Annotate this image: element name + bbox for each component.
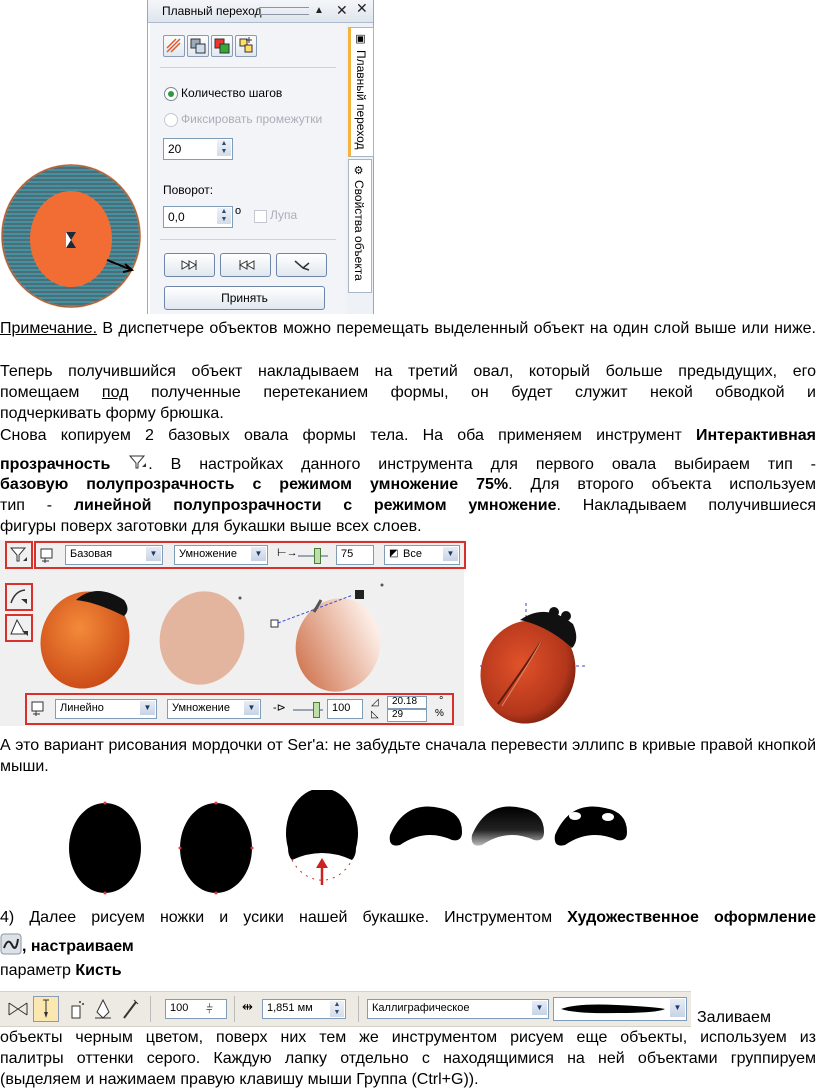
basic-transparency-oval	[158, 586, 248, 686]
para6-line2: палитры оттенки серого. Каждую лапку отдельно с находящимися на ней объектами группируем	[0, 1050, 816, 1067]
tool-name: Интерактивная	[696, 427, 816, 444]
text-span: помещаем	[0, 384, 102, 401]
edge-pad-icon: ◺	[371, 709, 379, 720]
select-value: Все	[403, 548, 422, 560]
brush-mode-button[interactable]	[33, 996, 59, 1022]
slider-thumb[interactable]	[313, 702, 320, 718]
amount-input[interactable]	[327, 699, 363, 719]
select-value: Базовая	[70, 548, 113, 560]
input-value: 100	[332, 702, 351, 714]
tab-blend[interactable]	[348, 27, 374, 157]
merge-mode-select[interactable]	[167, 699, 261, 719]
transparency-tool-icon	[128, 453, 148, 471]
rotation-input[interactable]	[163, 206, 233, 228]
blend-ellipse-illustration	[0, 160, 150, 310]
text-span: . Для второго объекта используем	[508, 476, 816, 493]
transparency-toolbar-linear	[25, 693, 454, 725]
pin-icon[interactable]: ▲	[314, 5, 324, 16]
shape-tool-button[interactable]	[5, 614, 33, 642]
transparency-demo	[0, 540, 464, 726]
para6-tail: Заливаем	[697, 1009, 771, 1026]
divider	[160, 239, 336, 240]
input-value: 20.18	[392, 696, 418, 707]
close-icon-2[interactable]: ✕	[356, 0, 368, 16]
underlined-word: под	[101, 384, 129, 401]
text-span: А это вариант рисования мордочки от Ser'a: не забудьте сначала перевести эллипс в кривые правой кнопкой мыши.	[0, 737, 816, 775]
width-icon: ⇹	[242, 999, 253, 1014]
close-icon[interactable]: ✕	[336, 2, 348, 18]
divider	[150, 996, 151, 1022]
transparency-toolbar-basic	[34, 541, 466, 569]
preset-mode-icon[interactable]	[7, 1000, 29, 1018]
chevron-down-icon: ▼	[140, 701, 155, 715]
pressure-mode-icon[interactable]	[120, 998, 140, 1020]
steps-input[interactable]	[163, 138, 233, 160]
start-object-button[interactable]	[164, 253, 215, 277]
chevron-down-icon: ▼	[244, 701, 259, 715]
target-icon: ◩	[389, 548, 399, 559]
opacity-icon: ⊢→	[277, 547, 298, 559]
transparency-type-select[interactable]	[55, 699, 157, 719]
select-value: Умножение	[179, 548, 237, 560]
artistic-media-icon	[0, 933, 22, 955]
transparency-tool-button[interactable]	[5, 541, 33, 569]
apply-button[interactable]: Принять	[164, 286, 325, 310]
tool-name: прозрачность	[0, 456, 111, 473]
spin-arrows-icon[interactable]: ▲ ▼	[330, 1001, 344, 1017]
note-text: В диспетчере объектов можно перемещать выделенный объект на один слой выше или ниже.	[97, 320, 816, 337]
calligraphic-mode-icon[interactable]	[93, 998, 113, 1020]
select-value: Каллиграфическое	[372, 1002, 470, 1014]
merge-mode-select[interactable]	[174, 545, 268, 565]
input-value: 1,851 мм	[267, 1002, 313, 1014]
angle-icon: ◿	[371, 697, 379, 708]
freehand-tool-button[interactable]	[5, 583, 33, 611]
para3-line1	[0, 425, 816, 446]
head-drawing-steps	[60, 790, 660, 900]
steps-value: 20	[168, 142, 182, 156]
blend-misc-icon[interactable]	[235, 35, 257, 57]
docker-grip[interactable]	[259, 7, 309, 15]
text-span: полученные перетеканием формы, он будет служит некой обводкой и	[128, 384, 816, 401]
tab-blend-label: Плавный переход	[354, 50, 368, 150]
stroke-preview-icon	[557, 1001, 667, 1017]
stroke-shape-select[interactable]	[553, 997, 687, 1021]
tab-props-label: Свойства объекта	[352, 180, 366, 281]
blend-color-icon[interactable]	[211, 35, 233, 57]
percent-unit: %	[435, 708, 444, 719]
rotation-label: Поворот:	[163, 183, 214, 197]
docker-titlebar	[148, 0, 373, 23]
props-icon: ⚙	[352, 164, 364, 177]
edge-pad-input[interactable]	[387, 709, 427, 722]
docker-body	[150, 23, 347, 314]
target-select[interactable]	[384, 545, 460, 565]
midpoint-icon: -⊳	[273, 702, 286, 714]
bug-body-icon	[36, 580, 146, 690]
angle-input[interactable]	[387, 696, 427, 709]
chevron-down-icon: ▼	[146, 547, 161, 561]
rotation-value: 0,0	[168, 210, 185, 224]
transparency-type-select[interactable]	[65, 545, 163, 565]
text-span: 4) Далее рисуем ножки и усики нашей букашке. Инструментом	[0, 909, 568, 926]
radio-steps-label: Количество шагов	[181, 86, 283, 100]
loop-label: Лупа	[270, 208, 298, 222]
spin-arrows-icon[interactable]: ▲ ▼	[217, 208, 231, 224]
input-value: 100	[170, 1002, 189, 1014]
chevron-down-icon: ▼	[532, 1001, 547, 1015]
blend-objects-icon[interactable]	[187, 35, 209, 57]
radio-steps[interactable]	[164, 87, 178, 101]
para3-line3	[0, 474, 816, 495]
end-object-button[interactable]	[220, 253, 271, 277]
para5-line1	[0, 907, 816, 928]
chevron-down-icon: ▼	[251, 547, 266, 561]
text-span: Снова копируем 2 базовых овала формы тела. На оба применяем инструмент	[0, 427, 697, 444]
docker-title: Плавный переход	[162, 4, 262, 18]
tool-name: Художественное оформление	[567, 909, 816, 926]
text-span: параметр	[0, 962, 76, 979]
text-span: . Накладываем получившиеся	[556, 497, 816, 514]
para2-line2	[0, 382, 816, 403]
opacity-input[interactable]	[336, 545, 374, 565]
path-button[interactable]	[276, 253, 327, 277]
slider-toggle-icon[interactable]: ⫩	[206, 1002, 213, 1016]
para2-line1: Теперь получившийся объект накладываем на третий овал, который больше предыдущих, его	[0, 363, 816, 380]
note-line1	[0, 318, 816, 339]
select-value: Умножение	[172, 702, 230, 714]
slider-thumb[interactable]	[314, 548, 321, 564]
bold-text: Кисть	[75, 962, 122, 979]
radio-fixed-label: Фиксировать промежутки	[181, 112, 323, 126]
para2-line3: подчеркивать форму брюшка.	[0, 405, 224, 422]
select-value: Линейно	[60, 702, 104, 714]
ladybug-illustration	[468, 598, 592, 726]
note-label: Примечание.	[0, 320, 98, 337]
opacity-slider[interactable]	[298, 555, 328, 557]
docker-tabs	[346, 23, 373, 314]
radio-fixed-spacing[interactable]	[164, 113, 178, 127]
divider	[358, 996, 359, 1022]
input-value: 75	[341, 548, 354, 560]
para6-line1: объекты черным цветом, поверх них тем же инструментом рисуем еще объекты, используем из	[0, 1029, 816, 1046]
sprayer-mode-icon[interactable]	[66, 998, 86, 1020]
stroke-preset-select[interactable]	[367, 999, 549, 1019]
linear-transparency-oval	[266, 580, 396, 695]
para4-line	[0, 735, 816, 777]
para3-line2	[0, 453, 816, 475]
blend-docker	[147, 0, 374, 314]
loop-checkbox[interactable]	[254, 210, 267, 223]
text-span: . В настройках данного инструмента для первого овала выбираем тип -	[148, 456, 816, 473]
width-input[interactable]	[262, 999, 346, 1019]
para3-line5: фигуры поверх заготовки для букашки выше всех слоев.	[0, 518, 422, 535]
edit-transparency-icon[interactable]	[30, 699, 48, 717]
artistic-media-toolbar	[0, 991, 691, 1027]
para6-line3: (выделяем и нажимаем правую клавишу мыши Группа (Ctrl+G)).	[0, 1071, 479, 1088]
chevron-down-icon: ▼	[443, 547, 458, 561]
tab-object-properties[interactable]	[348, 159, 372, 293]
smoothing-input[interactable]	[165, 999, 227, 1019]
degree-unit: °	[439, 695, 444, 707]
para5-line2	[0, 933, 816, 957]
degree-sign: о	[235, 205, 242, 217]
para5-line3	[0, 960, 816, 981]
bold-text: базовую полупрозрачность с режимом умножение 75%	[0, 476, 509, 493]
input-value: 29	[392, 709, 404, 720]
para3-line4	[0, 495, 816, 516]
text-span: тип -	[0, 497, 74, 514]
divider	[160, 67, 336, 68]
blend-steps-icon[interactable]	[163, 35, 185, 57]
chevron-down-icon: ▼	[670, 999, 685, 1017]
bold-text: линейной полупрозрачности с режимом умножение	[73, 497, 557, 514]
spin-arrows-icon[interactable]: ▲ ▼	[217, 140, 231, 156]
text-span: , настраиваем	[22, 938, 134, 955]
stack-icon: ▣	[354, 32, 366, 45]
edit-transparency-icon[interactable]	[39, 546, 57, 564]
divider	[234, 996, 235, 1022]
